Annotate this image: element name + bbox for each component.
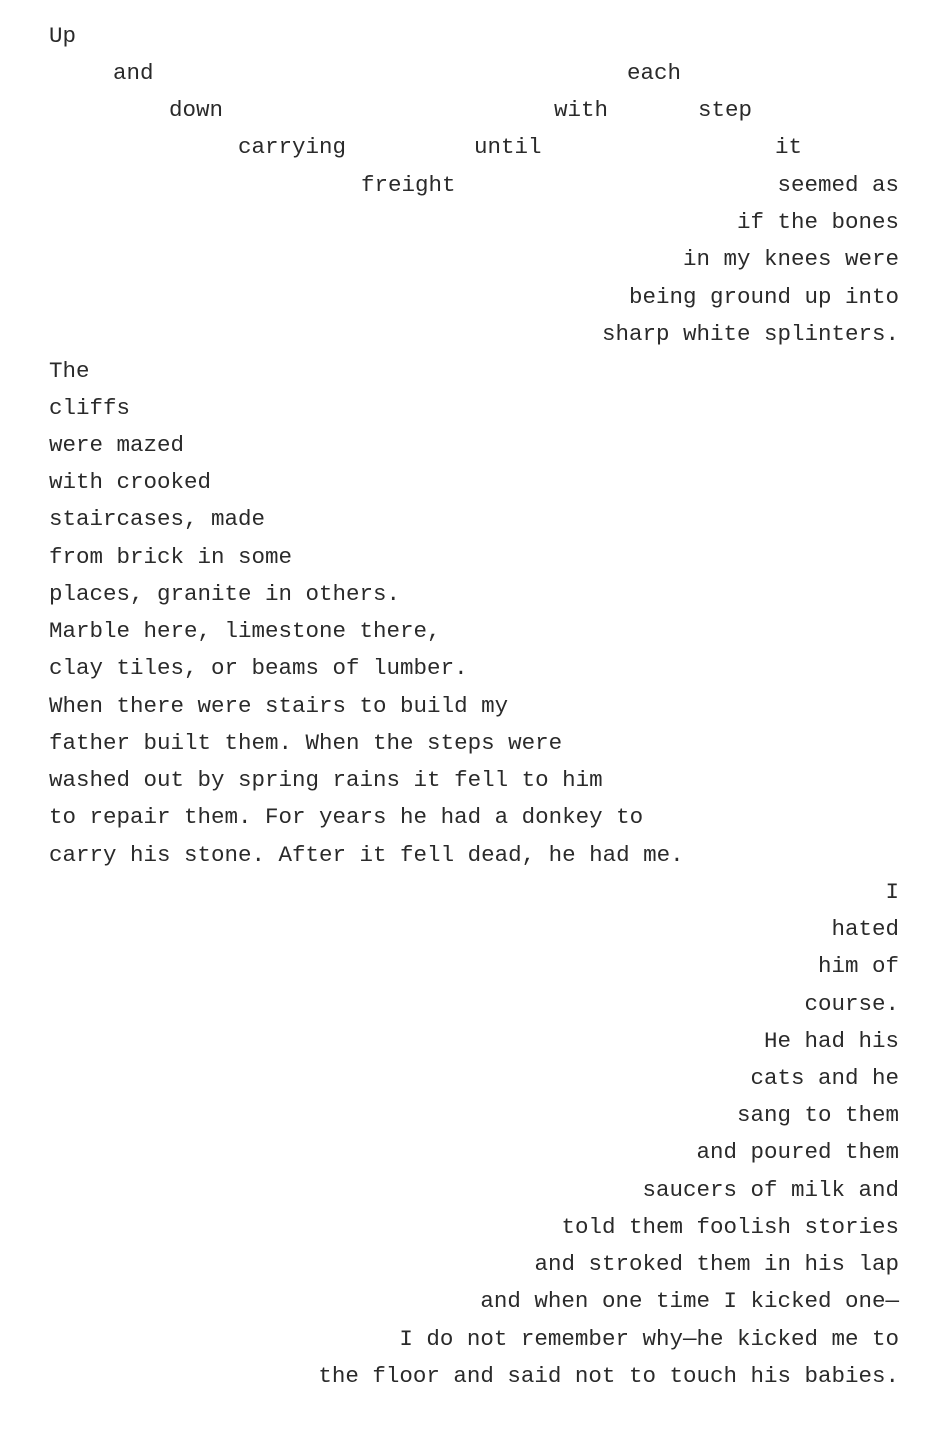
right-block-line: He had his: [763, 1028, 899, 1054]
left-block-line: Marble here, limestone there,: [49, 618, 441, 644]
left-block-line: When there were stairs to build my: [49, 693, 509, 719]
right-block-line: told them foolish stories: [561, 1214, 899, 1240]
right-block-line: I do not remember why—he kicked me to: [399, 1326, 899, 1352]
left-block-line: to repair them. For years he had a donkey to: [49, 804, 644, 830]
left-block-line: with crooked: [49, 469, 212, 495]
left-block-line: father built them. When the steps were: [49, 730, 563, 756]
right-block-line: and when one time I kicked one—: [480, 1288, 899, 1314]
right-block-line: hated: [831, 916, 899, 942]
stair-word-seemed-as: seemed as: [777, 172, 899, 198]
left-block-line: washed out by spring rains it fell to him: [49, 767, 603, 793]
descending-line: if the bones: [736, 209, 899, 235]
stair-word-and: and: [113, 60, 154, 86]
right-block-line: and poured them: [696, 1139, 899, 1165]
right-block-line: and stroked them in his lap: [534, 1251, 899, 1277]
right-block-line: him of: [817, 953, 899, 979]
left-block-line: clay tiles, or beams of lumber.: [49, 655, 468, 681]
stair-word-down: down: [169, 97, 224, 123]
right-block-line: I: [885, 879, 899, 905]
right-block-line: sang to them: [736, 1102, 899, 1128]
stair-word-carrying: carrying: [238, 134, 347, 160]
left-block-line: staircases, made: [49, 506, 266, 532]
stair-word-it: it: [775, 134, 803, 160]
stair-word-step: step: [698, 97, 753, 123]
left-block-line: cliffs: [49, 395, 131, 421]
stair-word-with: with: [554, 97, 609, 123]
stair-word-until: until: [474, 134, 542, 160]
left-block-line: carry his stone. After it fell dead, he had me.: [49, 842, 684, 868]
stair-word-up: Up: [49, 23, 77, 49]
stair-word-freight: freight: [361, 172, 456, 198]
left-block-line: The: [49, 358, 90, 384]
right-block-line: cats and he: [750, 1065, 899, 1091]
left-block-line: from brick in some: [49, 544, 293, 570]
left-block-line: places, granite in others.: [49, 581, 401, 607]
descending-line: in my knees were: [682, 246, 899, 272]
right-block-line: course.: [804, 991, 899, 1017]
right-block-line: saucers of milk and: [642, 1177, 899, 1203]
descending-line: sharp white splinters.: [601, 321, 899, 347]
stair-word-each: each: [627, 60, 682, 86]
left-block-line: were mazed: [49, 432, 185, 458]
right-block-line: the floor and said not to touch his babies.: [318, 1363, 899, 1389]
descending-line: being ground up into: [628, 284, 899, 310]
